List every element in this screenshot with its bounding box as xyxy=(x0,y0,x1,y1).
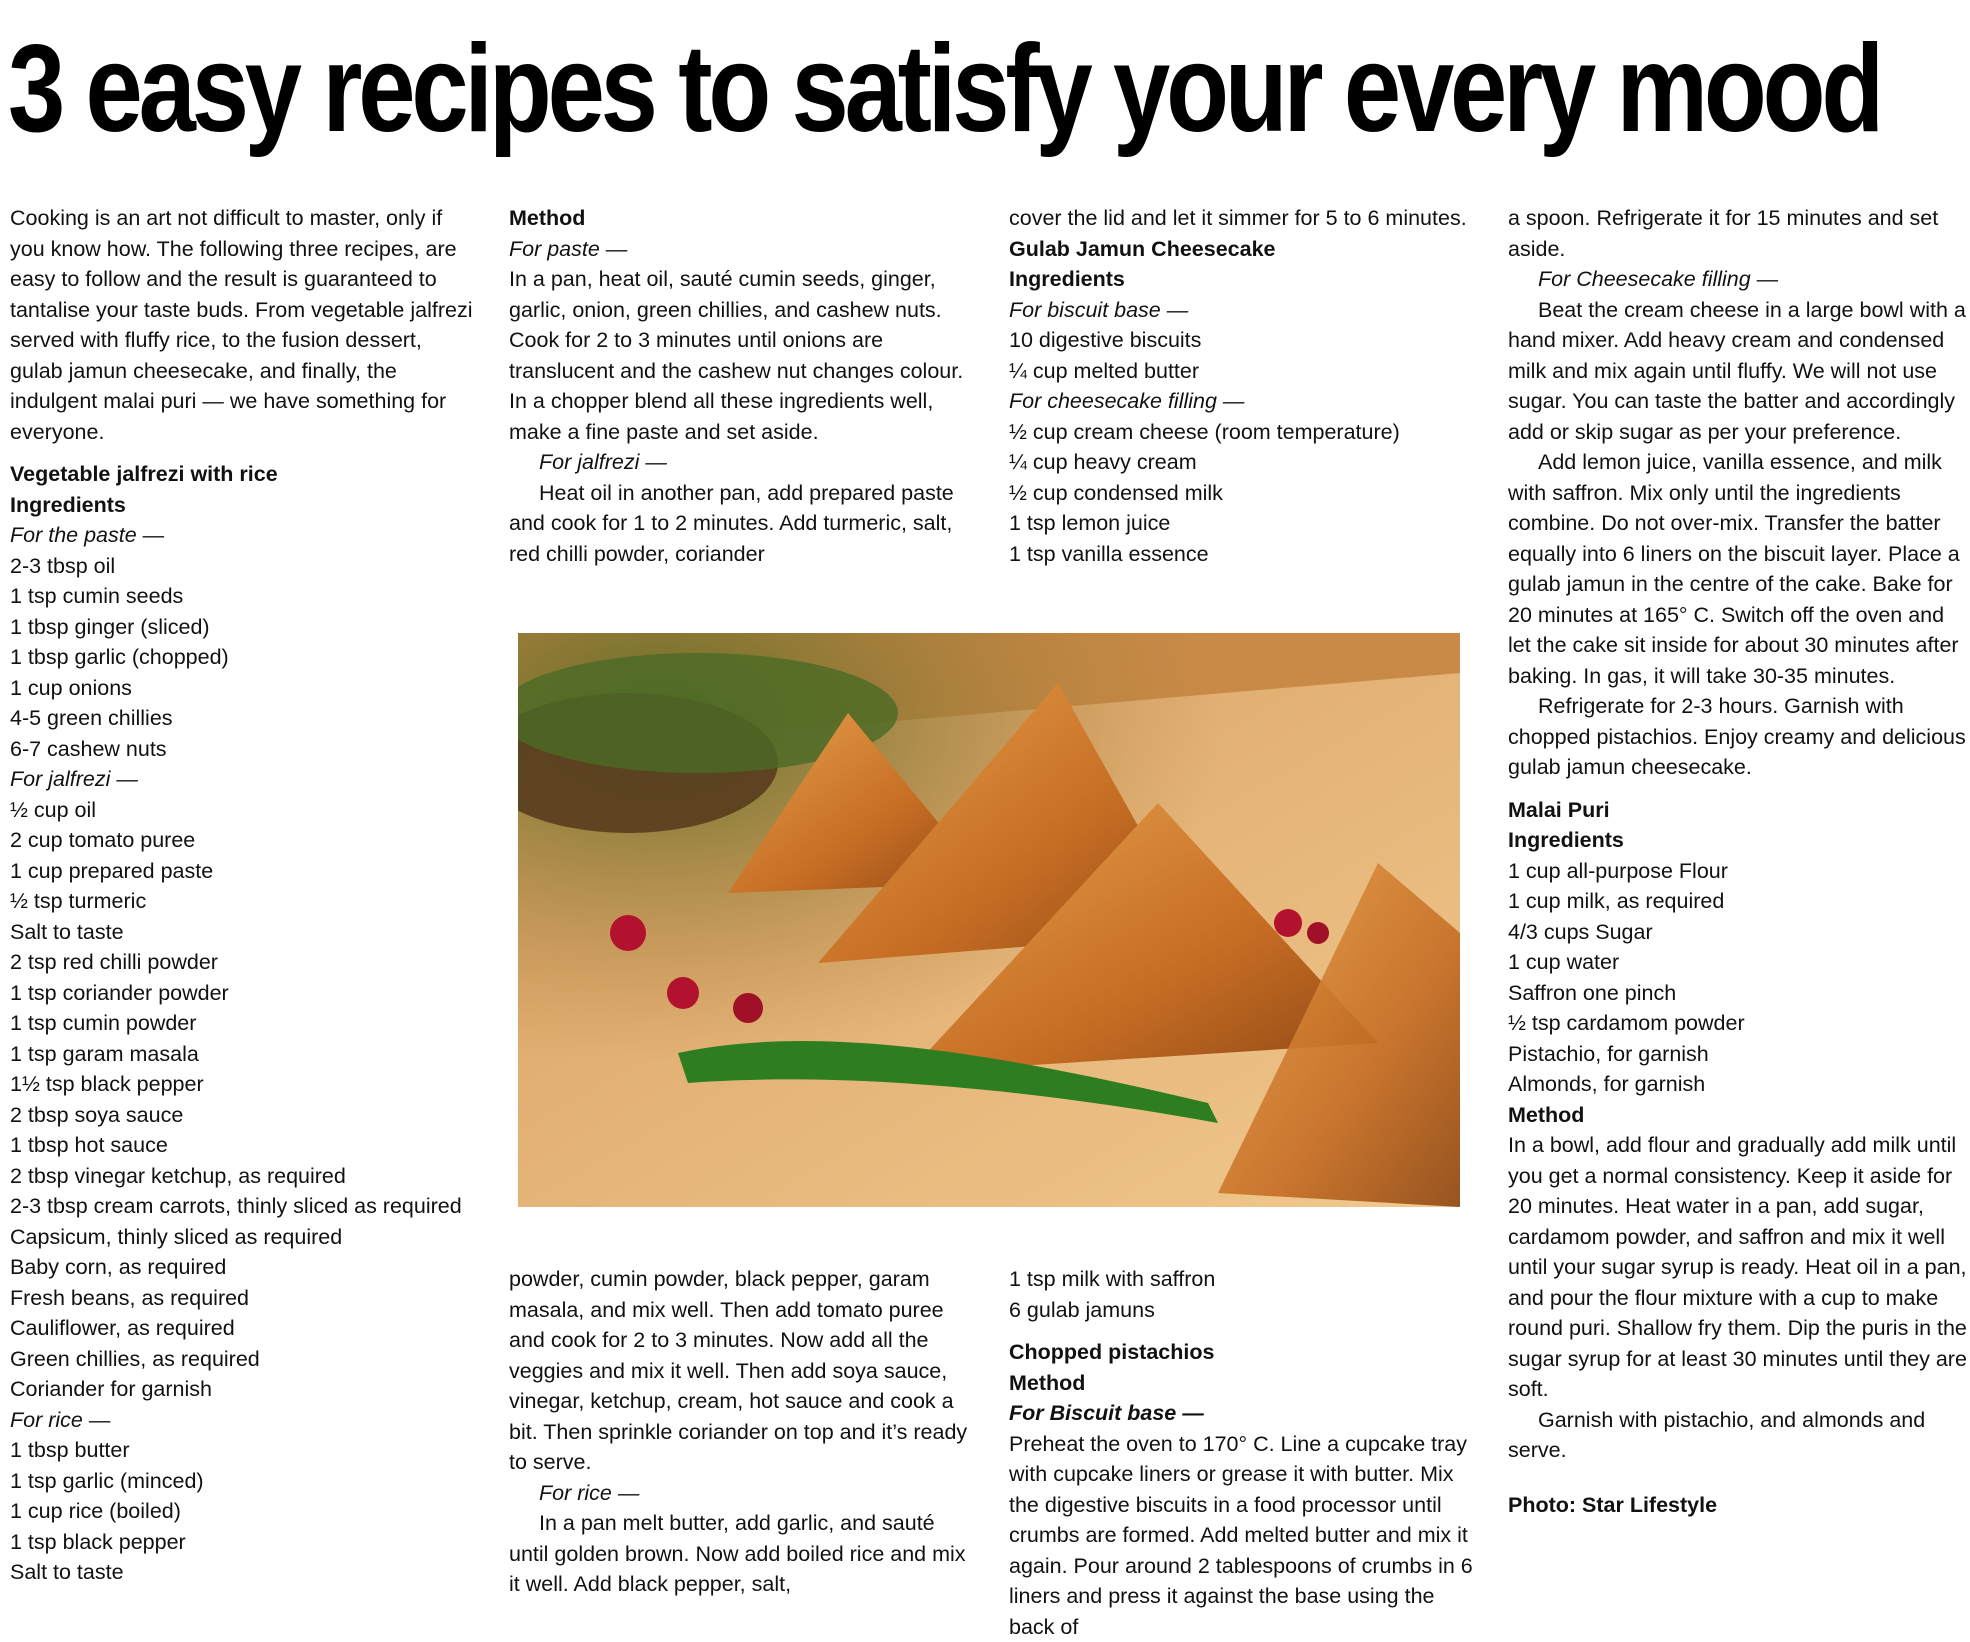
column-4 xyxy=(1508,203,1968,1520)
paragraph: Saffron one pinch xyxy=(1508,978,1968,1009)
subheading: For rice — xyxy=(509,1478,979,1509)
section-heading: Malai Puri xyxy=(1508,795,1968,826)
paragraph: 1 tsp milk with saffron xyxy=(1009,1264,1479,1295)
paragraph: 6-7 cashew nuts xyxy=(10,734,480,765)
section-heading: Method xyxy=(1508,1100,1968,1131)
column-2-top xyxy=(509,203,979,569)
paragraph: 1 cup all-purpose Flour xyxy=(1508,856,1968,887)
column-1 xyxy=(10,203,480,1588)
paragraph: 4/3 cups Sugar xyxy=(1508,917,1968,948)
paragraph: 10 digestive biscuits xyxy=(1009,325,1479,356)
paragraph: Salt to taste xyxy=(10,917,480,948)
paragraph: 1 tsp cumin seeds xyxy=(10,581,480,612)
paragraph: Coriander for garnish xyxy=(10,1374,480,1405)
spacer xyxy=(1009,1325,1479,1337)
paragraph: ½ cup oil xyxy=(10,795,480,826)
paragraph: 1 cup water xyxy=(1508,947,1968,978)
paragraph: Beat the cream cheese in a large bowl with a hand mixer. Add heavy cream and condensed milk and mix again until fluffy. We will not use sugar. You can taste the batter and accordingly add or skip sugar as per your preference. xyxy=(1508,295,1968,448)
section-heading: Ingredients xyxy=(1009,264,1479,295)
spacer xyxy=(1508,1466,1968,1478)
paragraph: 1 cup onions xyxy=(10,673,480,704)
paragraph: 1 tsp coriander powder xyxy=(10,978,480,1009)
paragraph: ¼ cup melted butter xyxy=(1009,356,1479,387)
paragraph: ½ tsp turmeric xyxy=(10,886,480,917)
section-heading: Ingredients xyxy=(10,490,480,521)
paragraph: 2 tbsp vinegar ketchup, as required xyxy=(10,1161,480,1192)
paragraph: 2 tsp red chilli powder xyxy=(10,947,480,978)
paragraph: In a pan melt butter, add garlic, and sauté until golden brown. Now add boiled rice and mix it well. Add black pepper, salt, xyxy=(509,1508,979,1600)
paragraph: Refrigerate for 2-3 hours. Garnish with chopped pistachios. Enjoy creamy and delicious gulab jamun cheesecake. xyxy=(1508,691,1968,783)
section-heading: Chopped pistachios xyxy=(1009,1337,1479,1368)
paragraph: Garnish with pistachio, and almonds and serve. xyxy=(1508,1405,1968,1466)
subheading: For paste — xyxy=(509,234,979,265)
samosa-photo xyxy=(518,633,1460,1207)
paragraph: Cooking is an art not difficult to master, only if you know how. The following three recipes, are easy to follow and the result is guaranteed to tantalise your taste buds. From vegetable jalfrezi served with fluffy rice, to the fusion dessert, gulab jamun cheesecake, and finally, the indulgent malai puri — we have something for everyone. xyxy=(10,203,480,447)
column-2-bottom xyxy=(509,1264,979,1600)
paragraph: 1 tbsp hot sauce xyxy=(10,1130,480,1161)
paragraph: Preheat the oven to 170° C. Line a cupcake tray with cupcake liners or grease it with butter. Mix the digestive biscuits in a food processor until crumbs are formed. Add melted butter and mix it again. Pour around 2 tablespoons of crumbs in 6 liners and press it against the base using the back of xyxy=(1009,1429,1479,1642)
column-3-bottom xyxy=(1009,1264,1479,1642)
spacer xyxy=(1508,1478,1968,1490)
paragraph: 6 gulab jamuns xyxy=(1009,1295,1479,1326)
paragraph: 1½ tsp black pepper xyxy=(10,1069,480,1100)
paragraph: 1 cup prepared paste xyxy=(10,856,480,887)
paragraph: 2 tbsp soya sauce xyxy=(10,1100,480,1131)
paragraph: 1 tbsp butter xyxy=(10,1435,480,1466)
paragraph: 1 tsp garlic (minced) xyxy=(10,1466,480,1497)
spacer xyxy=(1508,783,1968,795)
subheading: For rice — xyxy=(10,1405,480,1436)
samosa-illustration xyxy=(518,633,1460,1207)
paragraph: cover the lid and let it simmer for 5 to 6 minutes. xyxy=(1009,203,1479,234)
headline: 3 easy recipes to satisfy your every mood xyxy=(8,24,1880,154)
paragraph: 1 tsp black pepper xyxy=(10,1527,480,1558)
subheading: For biscuit base — xyxy=(1009,295,1479,326)
paragraph: ¼ cup heavy cream xyxy=(1009,447,1479,478)
section-heading: Vegetable jalfrezi with rice xyxy=(10,459,480,490)
paragraph: 2-3 tbsp oil xyxy=(10,551,480,582)
paragraph: 4-5 green chillies xyxy=(10,703,480,734)
paragraph: Pistachio, for garnish xyxy=(1508,1039,1968,1070)
subheading: For the paste — xyxy=(10,520,480,551)
subheading: For jalfrezi — xyxy=(10,764,480,795)
paragraph: Green chillies, as required xyxy=(10,1344,480,1375)
paragraph: 1 tsp cumin powder xyxy=(10,1008,480,1039)
paragraph: Almonds, for garnish xyxy=(1508,1069,1968,1100)
section-heading: Ingredients xyxy=(1508,825,1968,856)
paragraph: powder, cumin powder, black pepper, garam masala, and mix well. Then add tomato puree and cook for 2 to 3 minutes. Now add all the veggies and mix it well. Then add soya sauce, vinegar, ketchup, cream, hot sauce and cook a bit. Then sprinkle coriander on top and it’s ready to serve. xyxy=(509,1264,979,1478)
paragraph: Add lemon juice, vanilla essence, and milk with saffron. Mix only until the ingredients combine. Do not over-mix. Transfer the batter equally into 6 liners on the biscuit layer. Place a gulab jamun in the centre of the cake. Bake for 20 minutes at 165° C. Switch off the oven and let the cake sit inside for about 30 minutes after baking. In gas, it will take 30-35 minutes. xyxy=(1508,447,1968,691)
paragraph: 1 cup milk, as required xyxy=(1508,886,1968,917)
section-heading: Photo: Star Lifestyle xyxy=(1508,1490,1968,1521)
spacer xyxy=(10,447,480,459)
paragraph: 1 tsp lemon juice xyxy=(1009,508,1479,539)
paragraph: 2 cup tomato puree xyxy=(10,825,480,856)
subheading: For cheesecake filling — xyxy=(1009,386,1479,417)
subheading: For jalfrezi — xyxy=(509,447,979,478)
column-3-top xyxy=(1009,203,1479,569)
section-heading: Gulab Jamun Cheesecake xyxy=(1009,234,1479,265)
paragraph: ½ tsp cardamom powder xyxy=(1508,1008,1968,1039)
paragraph: a spoon. Refrigerate it for 15 minutes and set aside. xyxy=(1508,203,1968,264)
paragraph: 1 tsp garam masala xyxy=(10,1039,480,1070)
paragraph: Baby corn, as required xyxy=(10,1252,480,1283)
paragraph: 1 cup rice (boiled) xyxy=(10,1496,480,1527)
paragraph: 1 tbsp ginger (sliced) xyxy=(10,612,480,643)
paragraph: In a pan, heat oil, sauté cumin seeds, ginger, garlic, onion, green chillies, and cashew nuts. Cook for 2 to 3 minutes until onions are translucent and the cashew nut changes colour. In a chopper blend all these ingredients well, make a fine paste and set aside. xyxy=(509,264,979,447)
paragraph: Heat oil in another pan, add prepared paste and cook for 1 to 2 minutes. Add turmeric, salt, red chilli powder, coriander xyxy=(509,478,979,570)
paragraph: 1 tsp vanilla essence xyxy=(1009,539,1479,570)
section-heading: Method xyxy=(1009,1368,1479,1399)
paragraph: ½ cup condensed milk xyxy=(1009,478,1479,509)
paragraph: Salt to taste xyxy=(10,1557,480,1588)
paragraph: 1 tbsp garlic (chopped) xyxy=(10,642,480,673)
paragraph: In a bowl, add flour and gradually add milk until you get a normal consistency. Keep it aside for 20 minutes. Heat water in a pan, add sugar, cardamom powder, and saffron and mix it well until your sugar syrup is ready. Heat oil in a pan, and pour the flour mixture with a cup to make round puri. Shallow fry them. Dip the puris in the sugar syrup for at least 30 minutes until they are soft. xyxy=(1508,1130,1968,1405)
paragraph: ½ cup cream cheese (room temperature) xyxy=(1009,417,1479,448)
paragraph: Capsicum, thinly sliced as required xyxy=(10,1222,480,1253)
subheading: For Biscuit base — xyxy=(1009,1398,1479,1429)
paragraph: Fresh beans, as required xyxy=(10,1283,480,1314)
section-heading: Method xyxy=(509,203,979,234)
paragraph: Cauliflower, as required xyxy=(10,1313,480,1344)
subheading: For Cheesecake filling — xyxy=(1508,264,1968,295)
paragraph: 2-3 tbsp cream carrots, thinly sliced as required xyxy=(10,1191,480,1222)
